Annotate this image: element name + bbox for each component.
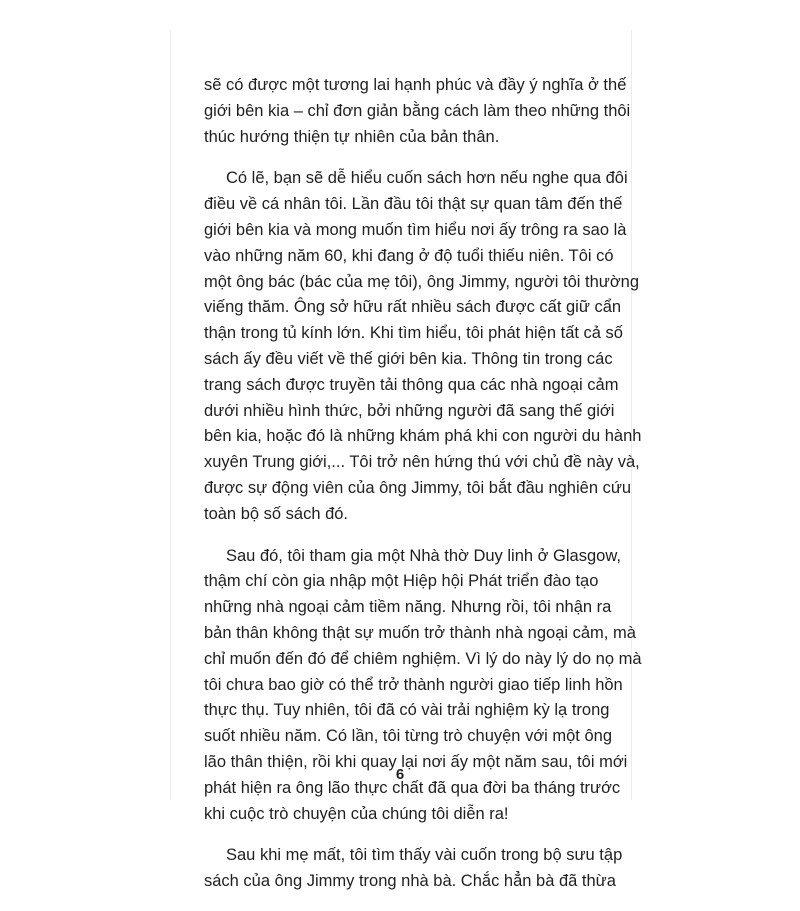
text-line: khi cuộc trò chuyện của chúng tôi diễn ra!	[204, 804, 509, 823]
text-line: một ông bác (bác của mẹ tôi), ông Jimmy, người tôi thường	[204, 272, 640, 291]
paragraph	[204, 73, 631, 150]
text-line: vào những năm 60, khi đang ở độ tuổi thiếu niên. Tôi có	[204, 246, 614, 265]
text-line: toàn bộ số sách đó.	[204, 504, 349, 523]
text-line: viếng thăm. Ông sở hữu rất nhiều sách được cất giữ cẩn	[204, 298, 622, 317]
paragraph	[204, 166, 642, 527]
text-line: được sự động viên của ông Jimmy, tôi bắt đầu nghiên cứu	[204, 478, 632, 497]
paragraph	[204, 843, 623, 895]
text-line: bên kia, hoặc đó là những khám phá khi con người du hành	[204, 427, 642, 446]
text-line: sách của ông Jimmy trong nhà bà. Chắc hẳn bà đã thừa	[204, 872, 616, 891]
text-line: suốt nhiều năm. Có lần, tôi từng trò chuyện với một ông	[204, 727, 613, 746]
text-line: điều về cá nhân tôi. Lần đầu tôi thật sự quan tâm đến thế	[204, 195, 623, 214]
text-line: bản thân không thật sự muốn trở thành nhà ngoại cảm, mà	[204, 623, 636, 642]
page-number: 6	[395, 766, 405, 783]
text-line: lão thân thiện, rồi khi quay lại nơi ấy một năm sau, tôi mới	[204, 752, 628, 771]
text-line: dưới nhiều hình thức, bởi những người đã sang thế giới	[204, 401, 615, 420]
text-line: Có lẽ, bạn sẽ dễ hiểu cuốn sách hơn nếu nghe qua đôi	[226, 169, 628, 188]
text-line: những nhà ngoại cảm tiềm năng. Nhưng rồi, tôi nhận ra	[204, 598, 612, 617]
paragraph	[204, 544, 642, 828]
page-body-text	[204, 73, 642, 911]
text-line: phát hiện ra ông lão thực chất đã qua đời ba tháng trước	[204, 778, 621, 797]
text-line: giới bên kia và mong muốn tìm hiểu nơi ấy trông ra sao là	[204, 220, 627, 239]
text-line: thúc hướng thiện tự nhiên của bản thân.	[204, 127, 500, 146]
text-line: thận trong tủ kính lớn. Khi tìm hiểu, tôi phát hiện tất cả số	[204, 324, 623, 343]
text-line: sách ấy đều viết về thế giới bên kia. Thông tin trong các	[204, 349, 613, 368]
text-line: thậm chí còn gia nhập một Hiệp hội Phát triển đào tạo	[204, 572, 599, 591]
text-line: trang sách được truyền tải thông qua các nhà ngoại cảm	[204, 375, 619, 394]
text-line: giới bên kia – chỉ đơn giản bằng cách làm theo những thôi	[204, 101, 631, 120]
text-line: chỉ muốn đến đó để chiêm nghiệm. Vì lý do này lý do nọ mà	[204, 649, 642, 668]
text-line: Sau khi mẹ mất, tôi tìm thấy vài cuốn trong bộ sưu tập	[226, 846, 623, 865]
text-line: sẽ có được một tương lai hạnh phúc và đầy ý nghĩa ở thế	[204, 76, 627, 94]
text-line: Sau đó, tôi tham gia một Nhà thờ Duy linh ở Glasgow,	[226, 546, 621, 565]
text-line: tôi chưa bao giờ có thể trở thành người giao tiếp linh hồn	[204, 675, 623, 694]
text-line: thực thụ. Tuy nhiên, tôi đã có vài trải nghiệm kỳ lạ trong	[204, 701, 610, 720]
text-line: xuyên Trung giới,... Tôi trở nên hứng thú với chủ đề này và,	[204, 453, 640, 472]
